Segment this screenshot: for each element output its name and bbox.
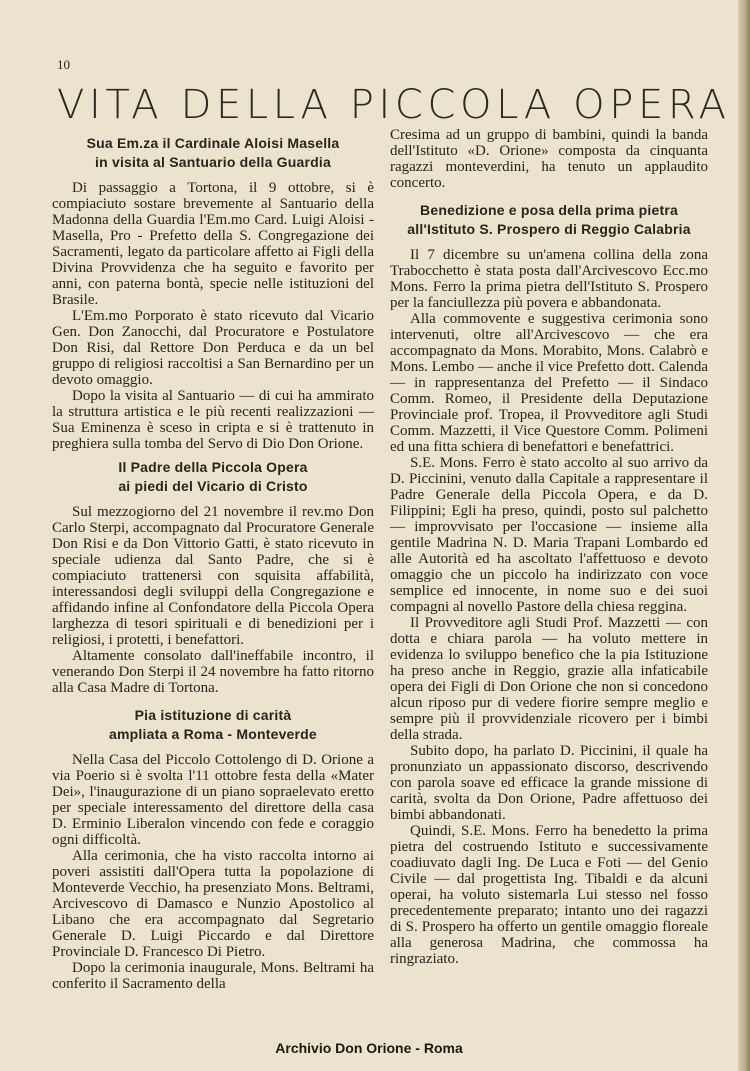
page-number: 10 xyxy=(57,57,70,72)
page-edge xyxy=(738,0,750,1071)
article-heading-carita xyxy=(52,706,374,744)
heading-line: Sua Em.za il Cardinale Aloisi Masella xyxy=(86,135,340,151)
paragraph: Quindi, S.E. Mons. Ferro ha benedetto la prima pietra del costruendo Istituto e successivamente coadiuvato dagli Ing. De Luca e Foti — del Genio Civile — dal progettista Ing. Tibaldi e da alcuni operai, ha voluto sistemarla Lui stesso nel fosso precedentemente preparato; intanto uno dei ragazzi di S. Prospero ha offerto un gentile omaggio floreale alla generosa Madrina, che commossa ha ringraziato. xyxy=(390,823,708,967)
heading-line: ai piedi del Vicario di Cristo xyxy=(118,478,308,494)
article-heading-reggio xyxy=(390,201,708,239)
paragraph: L'Em.mo Porporato è stato ricevuto dal Vicario Gen. Don Zanocchi, dal Procuratore e Postulatore Don Risi, dal Rettore Don Perduca e da un bel gruppo di religiosi raccoltisi a San Bernardino per un devoto omaggio. xyxy=(52,308,374,388)
article-heading-padre xyxy=(52,458,374,496)
paragraph: Di passaggio a Tortona, il 9 ottobre, si è compiaciuto sostare brevemente al Santuario della Madonna della Guardia l'Em.mo Card. Luigi Aloisi - Masella, Pro - Prefetto della S. Congregazione dei Sacramenti, legato da particolare affetto ai Figli della Divina Provvidenza che ha seguito e favorito per anni, con paterna bontà, specie nelle istituzioni del Brasile. xyxy=(52,180,374,308)
archive-footer: Archivio Don Orione - Roma xyxy=(275,1040,463,1056)
paragraph-continued: Cresima ad un gruppo di bambini, quindi la banda dell'Istituto «D. Orione» composta da cinquanta ragazzi monteverdini, ha tenuto un applaudito concerto. xyxy=(390,127,708,191)
paragraph: Dopo la cerimonia inaugurale, Mons. Beltrami ha conferito il Sacramento della xyxy=(52,960,374,992)
article-heading-masella xyxy=(52,134,374,172)
paragraph: Il 7 dicembre su un'amena collina della zona Trabocchetto è stata posta dall'Arcivescovo Ecc.mo Mons. Ferro la prima pietra dell'Istituto S. Prospero per la fanciullezza più povera e abbandonata. xyxy=(390,247,708,311)
heading-line: Benedizione e posa della prima pietra xyxy=(420,202,678,218)
section-masthead: VITA DELLA PICCOLA OPERA xyxy=(57,82,731,128)
paragraph: Altamente consolato dall'ineffabile incontro, il venerando Don Sterpi il 24 novembre ha fatto ritorno alla Casa Madre di Tortona. xyxy=(52,648,374,696)
paragraph: Subito dopo, ha parlato D. Piccinini, il quale ha pronunziato un appassionato discorso, descrivendo con parola soave ed efficace la grande missione di carità, svolta da Don Orione, Padre affettuoso dei bimbi abbandonati. xyxy=(390,743,708,823)
heading-line: all'Istituto S. Prospero di Reggio Calabria xyxy=(407,221,691,237)
paragraph: Alla cerimonia, che ha visto raccolta intorno ai poveri assistiti dall'Opera tutta la popolazione di Monteverde Vecchio, ha presenziato Mons. Beltrami, Arcivescovo di Damasco e Nunzio Apostolico al Libano che era accompagnato dal Segretario Generale D. Luigi Piccardo e dal Direttore Provinciale D. Francesco Di Pietro. xyxy=(52,848,374,960)
heading-line: ampliata a Roma - Monteverde xyxy=(109,726,317,742)
paragraph: Dopo la visita al Santuario — di cui ha ammirato la struttura artistica e le più recenti realizzazioni — Sua Eminenza è sceso in cripta e si è trattenuto in preghiera sulla tomba del Servo di Dio Don Orione. xyxy=(52,388,374,452)
paragraph: S.E. Mons. Ferro è stato accolto al suo arrivo da D. Piccinini, venuto dalla Capitale a rappresentare il Padre Generale della Piccola Opera, e da D. Filippini; Egli ha preso, quindi, posto sul palchetto — improvvisato per l'occasione — insieme alla gentile Madrina N. D. Maria Trapani Lombardo ed alle Autorità ed ha ascoltato l'affettuoso e devoto omaggio che un piccolo ha indirizzato con voce semplice ed innocente, in nome suo e dei suoi compagni al novello Pastore della chiesa reggina. xyxy=(390,455,708,615)
paragraph: Il Provveditore agli Studi Prof. Mazzetti — con dotta e chiara parola — ha voluto mettere in evidenza lo sviluppo benefico che la pia Istituzione ha preso anche in Reggio, grazie alla infaticabile opera dei Figli di Don Orione che non si concedono alcun riposo pur di vedere fiorire sempre meglio e sempre più il provvidenziale ricovero per i bimbi della strada. xyxy=(390,615,708,743)
paragraph: Sul mezzogiorno del 21 novembre il rev.mo Don Carlo Sterpi, accompagnato dal Procuratore Generale Don Risi e da Don Vittorio Gatti, è stato ricevuto in speciale udienza dal Santo Padre, che si è compiaciuto trattenersi con squisita affabilità, interessandosi degli sviluppi della Congregazione e affidando infine al Confondatore della Piccola Opera larghezza di tesori spirituali e di benedizioni per i religiosi, i protetti, i benefattori. xyxy=(52,504,374,648)
paragraph: Nella Casa del Piccolo Cottolengo di D. Orione a via Poerio si è svolta l'11 ottobre festa della «Mater Dei», l'inaugurazione di un piano sopraelevato eretto per speciale interessamento del direttore della casa D. Erminio Liberalon vincendo con fede e coraggio ogni difficoltà. xyxy=(52,752,374,848)
left-column xyxy=(52,134,374,992)
paragraph: Alla commovente e suggestiva cerimonia sono intervenuti, oltre all'Arcivescovo — che era accompagnato da Mons. Morabito, Mons. Calabrò e Mons. Lembo — anche il vice Prefetto dott. Calenda — in rappresentanza del Prefetto — il Sindaco Comm. Romeo, il Presidente della Deputazione Provinciale prof. Tropea, il Provveditore agli Studi Comm. Mazzetti, il Vice Questore Comm. Polimeni ed una fitta schiera di benefattori e benefattrici. xyxy=(390,311,708,455)
heading-line: Pia istituzione di carità xyxy=(134,707,292,723)
heading-line: in visita al Santuario della Guardia xyxy=(95,154,331,170)
right-column xyxy=(390,127,708,967)
heading-line: Il Padre della Piccola Opera xyxy=(118,459,308,475)
